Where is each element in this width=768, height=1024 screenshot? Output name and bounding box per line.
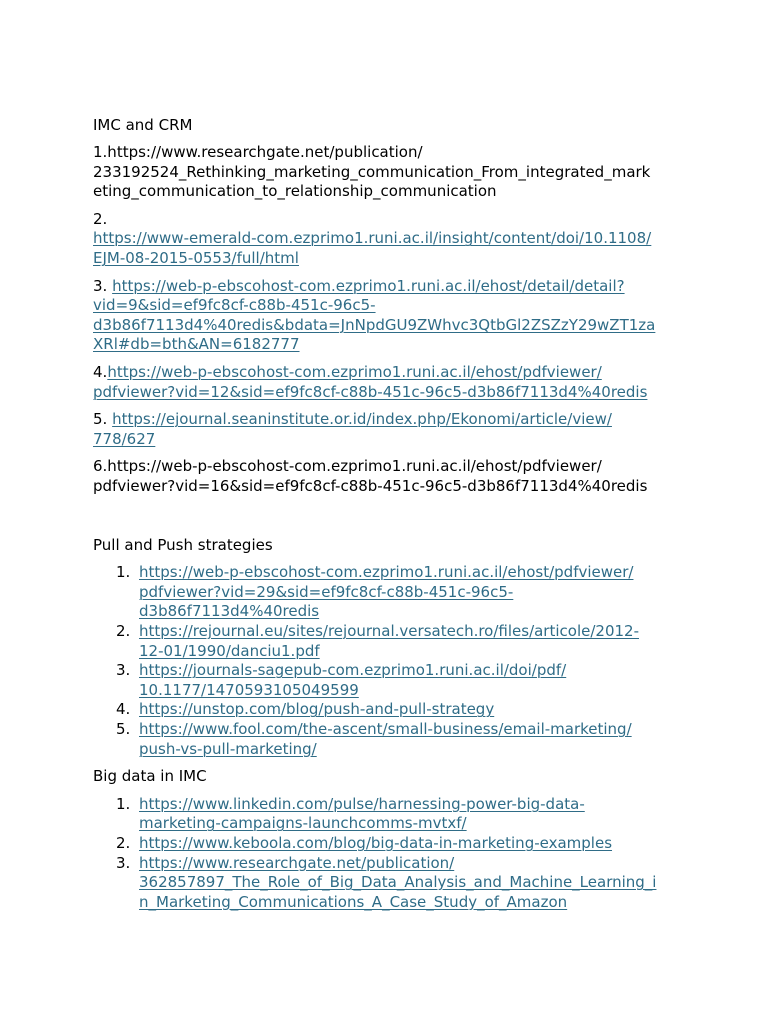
- pull-push-link-line[interactable]: push-vs-pull-marketing/: [139, 739, 317, 758]
- reference-2-number: 2.: [93, 209, 108, 228]
- pull-push-item-number: 1.: [116, 563, 131, 582]
- pull-push-item-number: 2.: [116, 621, 131, 640]
- big-data-item-2: [93, 834, 678, 854]
- section-heading-big-data: Big data in IMC: [93, 767, 207, 786]
- big-data-item-number: 3.: [116, 853, 131, 872]
- pull-push-item-number: 5.: [116, 719, 131, 738]
- reference-3-link-line-1[interactable]: https://web-p-ebscohost-com.ezprimo1.runi.ac.il/ehost/detail/detail?: [112, 276, 625, 295]
- reference-1-line-1: 1.https://www.researchgate.net/publication/: [93, 143, 423, 162]
- reference-item-5: [93, 410, 678, 449]
- reference-4-number: 4.: [93, 363, 108, 382]
- reference-item-6: [93, 457, 678, 496]
- reference-3-link-line-3[interactable]: d3b86f7113d4%40redis&bdata=JnNpdGU9ZWhvc3QtbGl2ZSZzY29wZT1za: [93, 315, 656, 334]
- pull-push-link-line[interactable]: https://rejournal.eu/sites/rejournal.versatech.ro/files/articole/2012-: [139, 621, 639, 640]
- pull-push-item-1: [93, 563, 678, 622]
- pull-push-item-3: [93, 661, 678, 700]
- reference-5-number: 5.: [93, 410, 113, 429]
- reference-5-link-line-2[interactable]: 778/627: [93, 429, 156, 448]
- pull-push-item-number: 4.: [116, 700, 131, 719]
- document-page: [93, 116, 678, 921]
- pull-push-link-line[interactable]: https://www.fool.com/the-ascent/small-business/email-marketing/: [139, 719, 632, 738]
- pull-push-link-line[interactable]: pdfviewer?vid=29&sid=ef9fc8cf-c88b-451c-96c5-: [139, 582, 514, 601]
- section-spacer: [93, 505, 678, 536]
- big-data-link-line[interactable]: 362857897_The_Role_of_Big_Data_Analysis_and_Machine_Learning_i: [139, 873, 657, 892]
- section-heading-imc-crm: IMC and CRM: [93, 115, 193, 134]
- reference-4-link-line-1[interactable]: https://web-p-ebscohost-com.ezprimo1.runi.ac.il/ehost/pdfviewer/: [107, 363, 602, 382]
- reference-6-line-1: 6.https://web-p-ebscohost-com.ezprimo1.runi.ac.il/ehost/pdfviewer/: [93, 457, 602, 476]
- big-data-link-line[interactable]: https://www.researchgate.net/publication/: [139, 853, 455, 872]
- reference-2-link[interactable]: [93, 229, 678, 268]
- pull-push-link-line[interactable]: 10.1177/1470593105049599: [139, 680, 359, 699]
- pull-push-item-5: [93, 720, 678, 759]
- big-data-list: [93, 795, 678, 913]
- reference-item-2: [93, 210, 678, 269]
- big-data-item-1: [93, 795, 678, 834]
- big-data-item-number: 1.: [116, 794, 131, 813]
- big-data-link-line[interactable]: https://www.keboola.com/blog/big-data-in-marketing-examples: [139, 833, 613, 852]
- reference-1-line-3: eting_communication_to_relationship_communication: [93, 182, 497, 201]
- reference-3-number: 3.: [93, 276, 113, 295]
- reference-5-link-line-1[interactable]: https://ejournal.seaninstitute.or.id/index.php/Ekonomi/article/view/: [112, 410, 612, 429]
- pull-push-link-line[interactable]: https://unstop.com/blog/push-and-pull-strategy: [139, 700, 495, 719]
- pull-push-link-line[interactable]: https://web-p-ebscohost-com.ezprimo1.runi.ac.il/ehost/pdfviewer/: [139, 563, 634, 582]
- big-data-link-line[interactable]: n_Marketing_Communications_A_Case_Study_of_Amazon: [139, 892, 568, 911]
- big-data-item-number: 2.: [116, 833, 131, 852]
- reference-3-link-line-4[interactable]: XRl#db=bth&AN=6182777: [93, 335, 300, 354]
- reference-item-1: [93, 143, 678, 202]
- big-data-link-line[interactable]: https://www.linkedin.com/pulse/harnessing-power-big-data-: [139, 794, 585, 813]
- big-data-link-line[interactable]: marketing-campaigns-launchcomms-mvtxf/: [139, 814, 467, 833]
- reference-item-3: [93, 277, 678, 355]
- section-heading-pull-push: Pull and Push strategies: [93, 535, 273, 554]
- reference-6-line-2: pdfviewer?vid=16&sid=ef9fc8cf-c88b-451c-96c5-d3b86f7113d4%40redis: [93, 477, 648, 495]
- pull-push-list: [93, 563, 678, 759]
- pull-push-item-4: [93, 700, 678, 720]
- reference-4-link-line-2[interactable]: pdfviewer?vid=12&sid=ef9fc8cf-c88b-451c-96c5-d3b86f7113d4%40redis: [93, 382, 648, 401]
- reference-item-4: [93, 363, 678, 402]
- reference-1-line-2: 233192524_Rethinking_marketing_communication_From_integrated_mark: [93, 162, 651, 181]
- pull-push-link-line[interactable]: 12-01/1990/danciu1.pdf: [139, 641, 320, 660]
- reference-3-link-line-2[interactable]: vid=9&sid=ef9fc8cf-c88b-451c-96c5-: [93, 296, 376, 315]
- big-data-item-3: [93, 854, 678, 913]
- reference-2-link-line-2[interactable]: EJM-08-2015-0553/full/html: [93, 249, 299, 268]
- pull-push-link-line[interactable]: d3b86f7113d4%40redis: [139, 602, 320, 621]
- pull-push-item-number: 3.: [116, 661, 131, 680]
- reference-2-link-line-1[interactable]: https://www-emerald-com.ezprimo1.runi.ac.il/insight/content/doi/10.1108/: [93, 229, 652, 248]
- pull-push-item-2: [93, 622, 678, 661]
- pull-push-link-line[interactable]: https://journals-sagepub-com.ezprimo1.runi.ac.il/doi/pdf/: [139, 661, 567, 680]
